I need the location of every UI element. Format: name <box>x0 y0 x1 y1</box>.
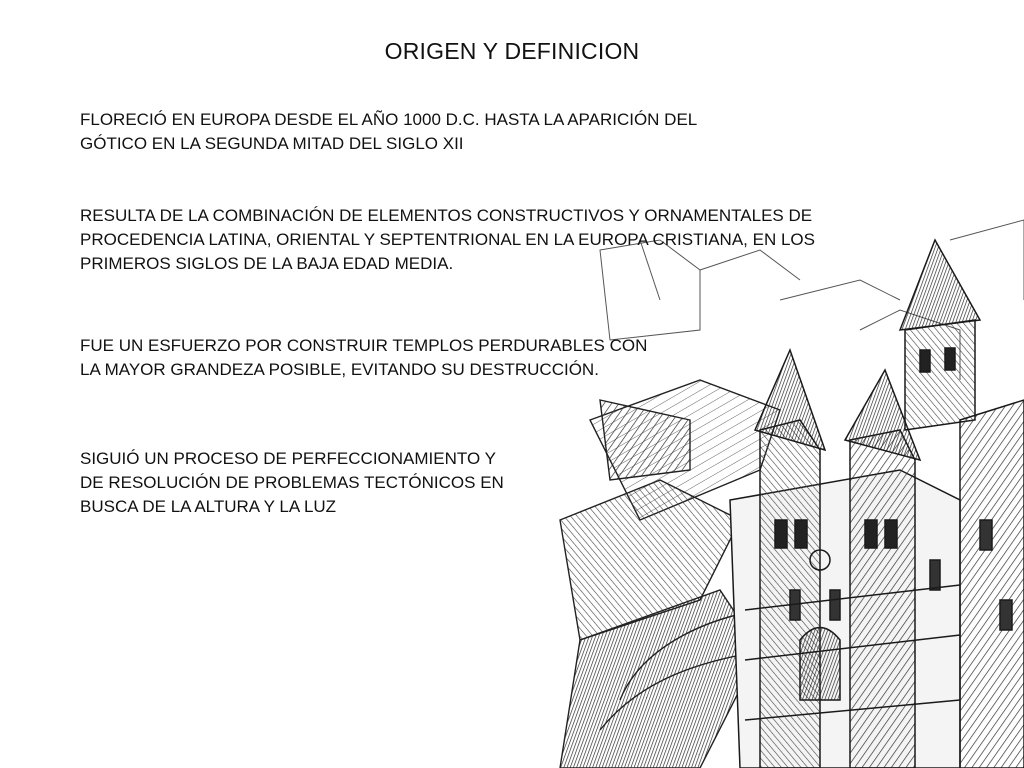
paragraph-process: SIGUIÓ UN PROCESO DE PERFECCIONAMIENTO Y DE RESOLUCIÓN DE PROBLEMAS TECTÓNICOS EN BUSCA DE LA ALTURA Y LA LUZ <box>80 449 504 516</box>
paragraph-combination: RESULTA DE LA COMBINACIÓN DE ELEMENTOS CONSTRUCTIVOS Y ORNAMENTALES DE PROCEDENCIA LATINA, ORIENTAL Y SEPTENTRIONAL EN LA EUROPA CRISTIANA, EN LOS PRIMEROS SIGLOS DE LA BAJA EDAD MEDIA. <box>80 206 815 273</box>
paragraph-origin: FLORECIÓ EN EUROPA DESDE EL AÑO 1000 D.C. HASTA LA APARICIÓN DEL GÓTICO EN LA SEGUNDA MITAD DEL SIGLO XII <box>80 110 698 153</box>
paragraph-effort: FUE UN ESFUERZO POR CONSTRUIR TEMPLOS PERDURABLES CON LA MAYOR GRANDEZA POSIBLE, EVITANDO SU DESTRUCCIÓN. <box>80 336 648 379</box>
slide-title: ORIGEN Y DEFINICION <box>384 38 640 64</box>
sketch-church <box>730 240 1024 768</box>
